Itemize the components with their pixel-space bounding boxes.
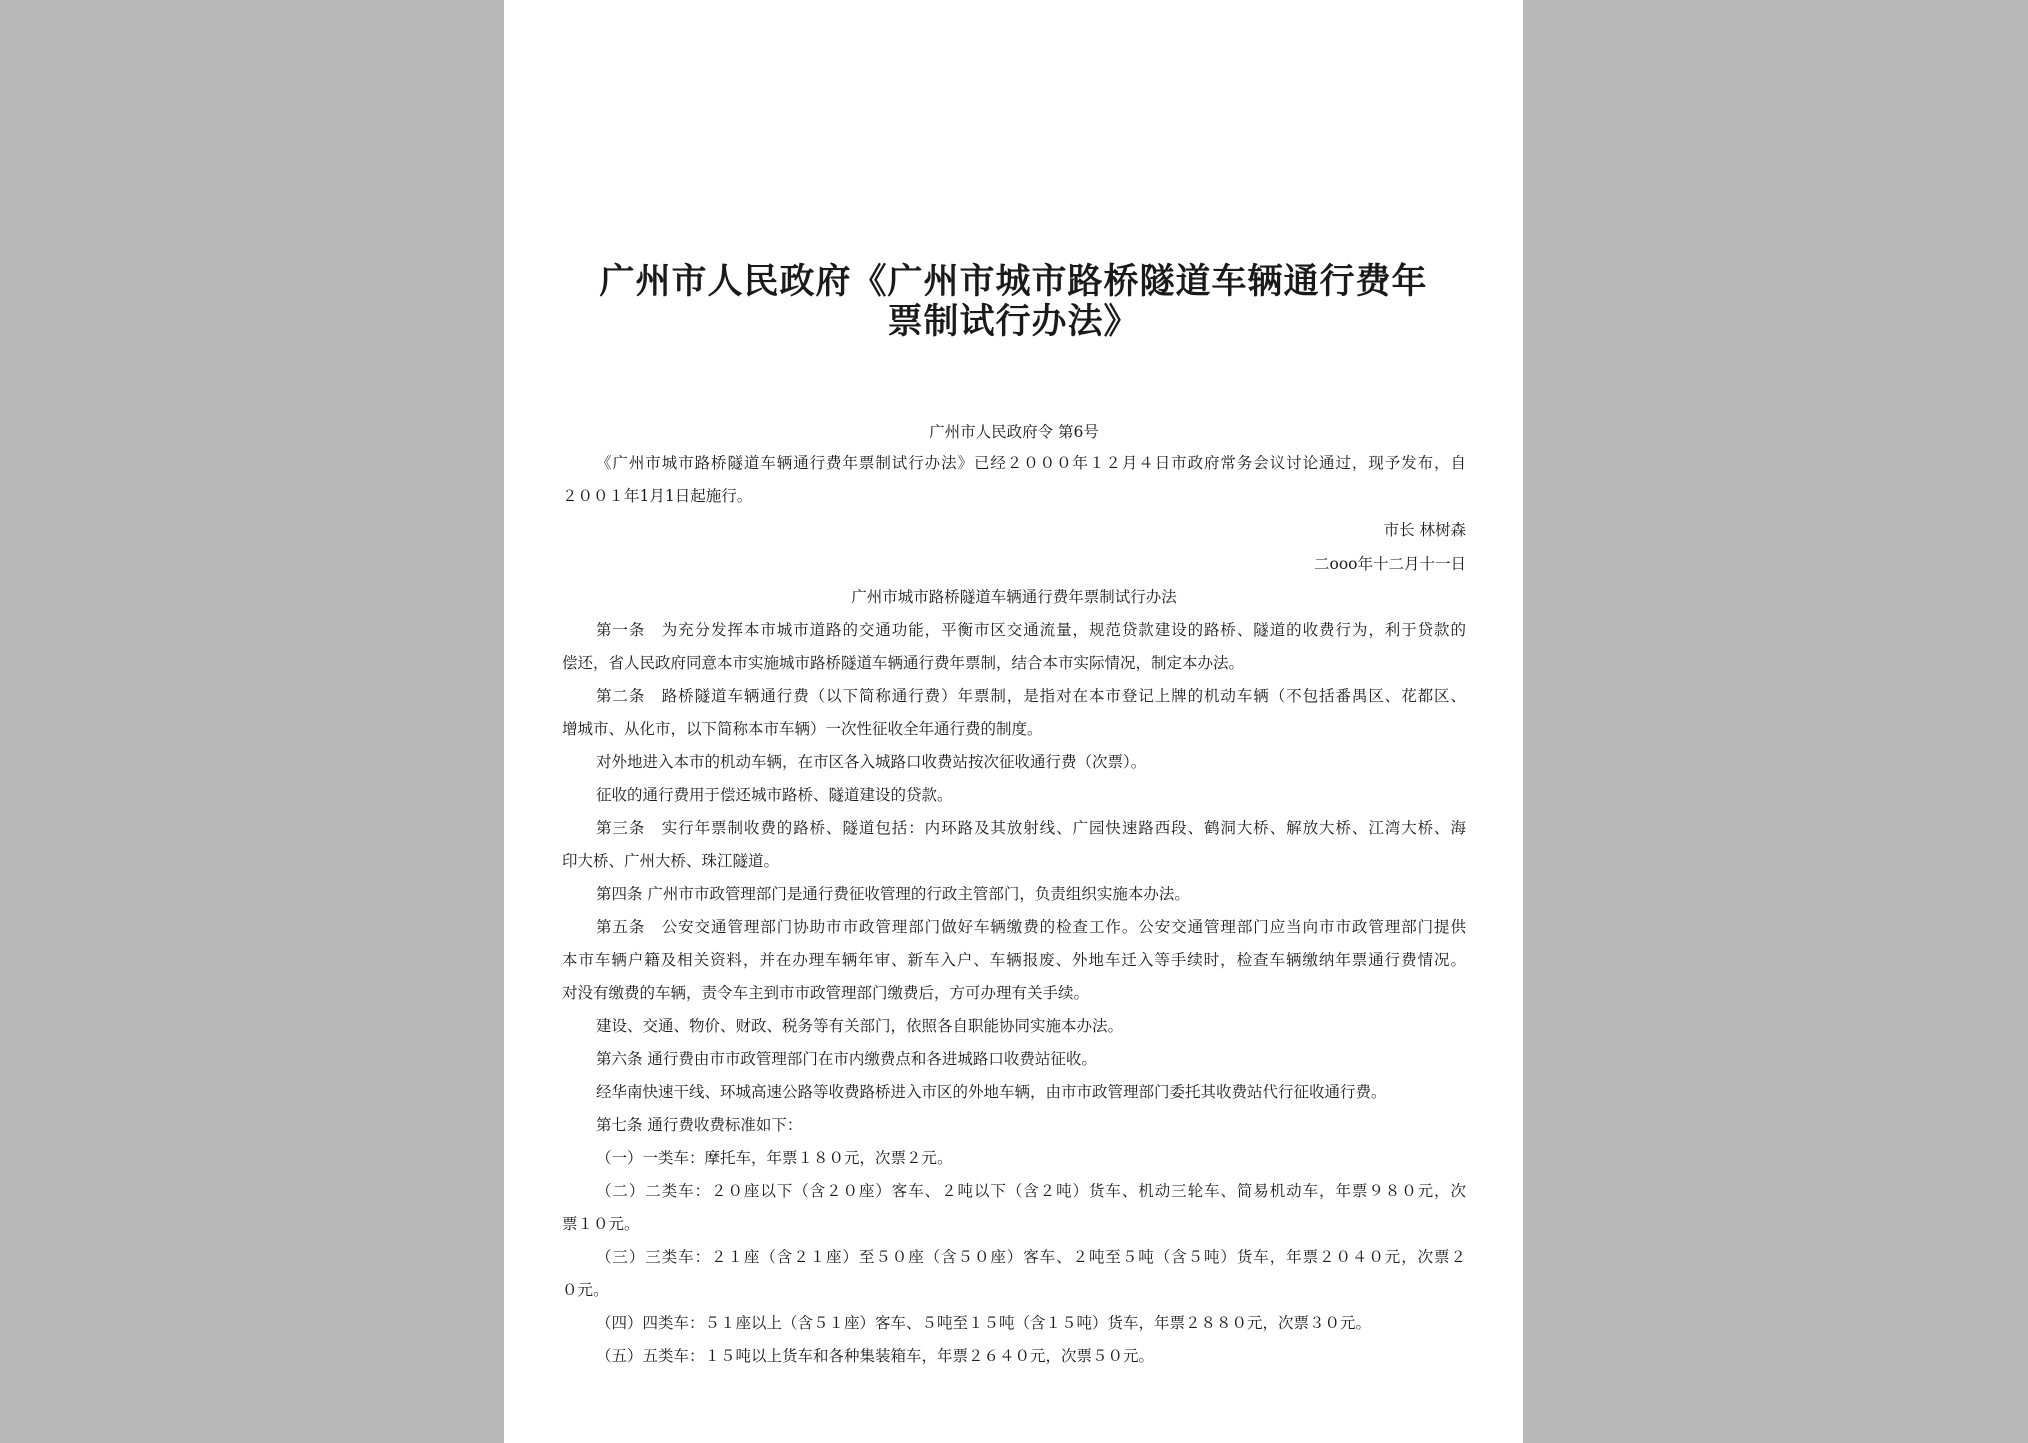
- text-line: 第六条 通行费由市市政管理部门在市内缴费点和各进城路口收费站征收。: [596, 1050, 1097, 1068]
- document-page: [504, 0, 1523, 1443]
- text-line: 印大桥、广州大桥、珠江隧道。: [562, 852, 780, 870]
- preamble-line-2: ２００１年1月1日起施行。: [562, 487, 753, 505]
- text-line: 第五条 公安交通管理部门协助市市政管理部门做好车辆缴费的检查工作。公安交通管理部门应当向市市政管理部门提供: [596, 918, 1466, 936]
- mayor-signature: 市长 林树森: [1383, 521, 1466, 539]
- text-line: 第四条 广州市市政管理部门是通行费征收管理的行政主管部门，负责组织实施本办法。: [596, 885, 1190, 903]
- text-line: （一）一类车：摩托车，年票１８０元，次票２元。: [596, 1149, 953, 1167]
- text-line: 第七条 通行费收费标准如下：: [596, 1116, 803, 1134]
- regulation-subtitle: 广州市城市路桥隧道车辆通行费年票制试行办法: [851, 588, 1177, 606]
- text-line: 第三条 实行年票制收费的路桥、隧道包括：内环路及其放射线、广园快速路西段、鹤洞大桥、解放大桥、江湾大桥、海: [596, 819, 1466, 837]
- issue-date: 二ooo年十二月十一日: [1314, 555, 1466, 573]
- text-line: （二）二类车：２０座以下（含２０座）客车、２吨以下（含２吨）货车、机动三轮车、简易机动车，年票９８０元，次: [596, 1182, 1466, 1200]
- text-line: 征收的通行费用于偿还城市路桥、隧道建设的贷款。: [596, 786, 953, 804]
- decree-number: 广州市人民政府令 第6号: [929, 423, 1099, 441]
- text-line: （三）三类车：２１座（含２１座）至５０座（含５０座）客车、２吨至５吨（含５吨）货车，年票２０４０元，次票２: [596, 1248, 1466, 1266]
- text-line: 对没有缴费的车辆，责令车主到市市政管理部门缴费后，方可办理有关手续。: [562, 984, 1090, 1002]
- text-line: 增城市、从化市，以下简称本市车辆）一次性征收全年通行费的制度。: [562, 720, 1043, 738]
- document-title-line-1: 广州市人民政府《广州市城市路桥隧道车辆通行费年: [599, 261, 1428, 302]
- text-line: （五）五类车：１５吨以上货车和各种集装箱车，年票２６４０元，次票５０元。: [596, 1347, 1155, 1365]
- text-line: （四）四类车：５１座以上（含５１座）客车、５吨至１５吨（含１５吨）货车，年票２８８０元，次票３０元。: [596, 1314, 1372, 1332]
- document-title-line-2: 票制试行办法》: [887, 301, 1140, 342]
- text-line: 本市车辆户籍及相关资料，并在办理车辆年审、新车入户、车辆报废、外地车迁入等手续时，检查车辆缴纳年票通行费情况。: [562, 951, 1466, 969]
- text-line: 对外地进入本市的机动车辆，在市区各入城路口收费站按次征收通行费（次票）。: [596, 753, 1147, 771]
- text-line: 经华南快速干线、环城高速公路等收费路桥进入市区的外地车辆，由市市政管理部门委托其收费站代行征收通行费。: [596, 1083, 1387, 1101]
- preamble-line-1: 《广州市城市路桥隧道车辆通行费年票制试行办法》已经２０００年１２月４日市政府常务会议讨论通过，现予发布，自: [596, 454, 1466, 472]
- text-line: ０元。: [562, 1281, 609, 1299]
- text-line: 第二条 路桥隧道车辆通行费（以下简称通行费）年票制，是指对在本市登记上牌的机动车辆（不包括番禺区、花都区、: [596, 687, 1466, 705]
- text-line: 票１０元。: [562, 1215, 640, 1233]
- text-line: 建设、交通、物价、财政、税务等有关部门，依照各自职能协同实施本办法。: [596, 1017, 1124, 1035]
- text-line: 偿还，省人民政府同意本市实施城市路桥隧道车辆通行费年票制，结合本市实际情况，制定本办法。: [562, 654, 1245, 672]
- text-line: 第一条 为充分发挥本市城市道路的交通功能，平衡市区交通流量，规范贷款建设的路桥、隧道的收费行为，利于贷款的: [596, 621, 1466, 639]
